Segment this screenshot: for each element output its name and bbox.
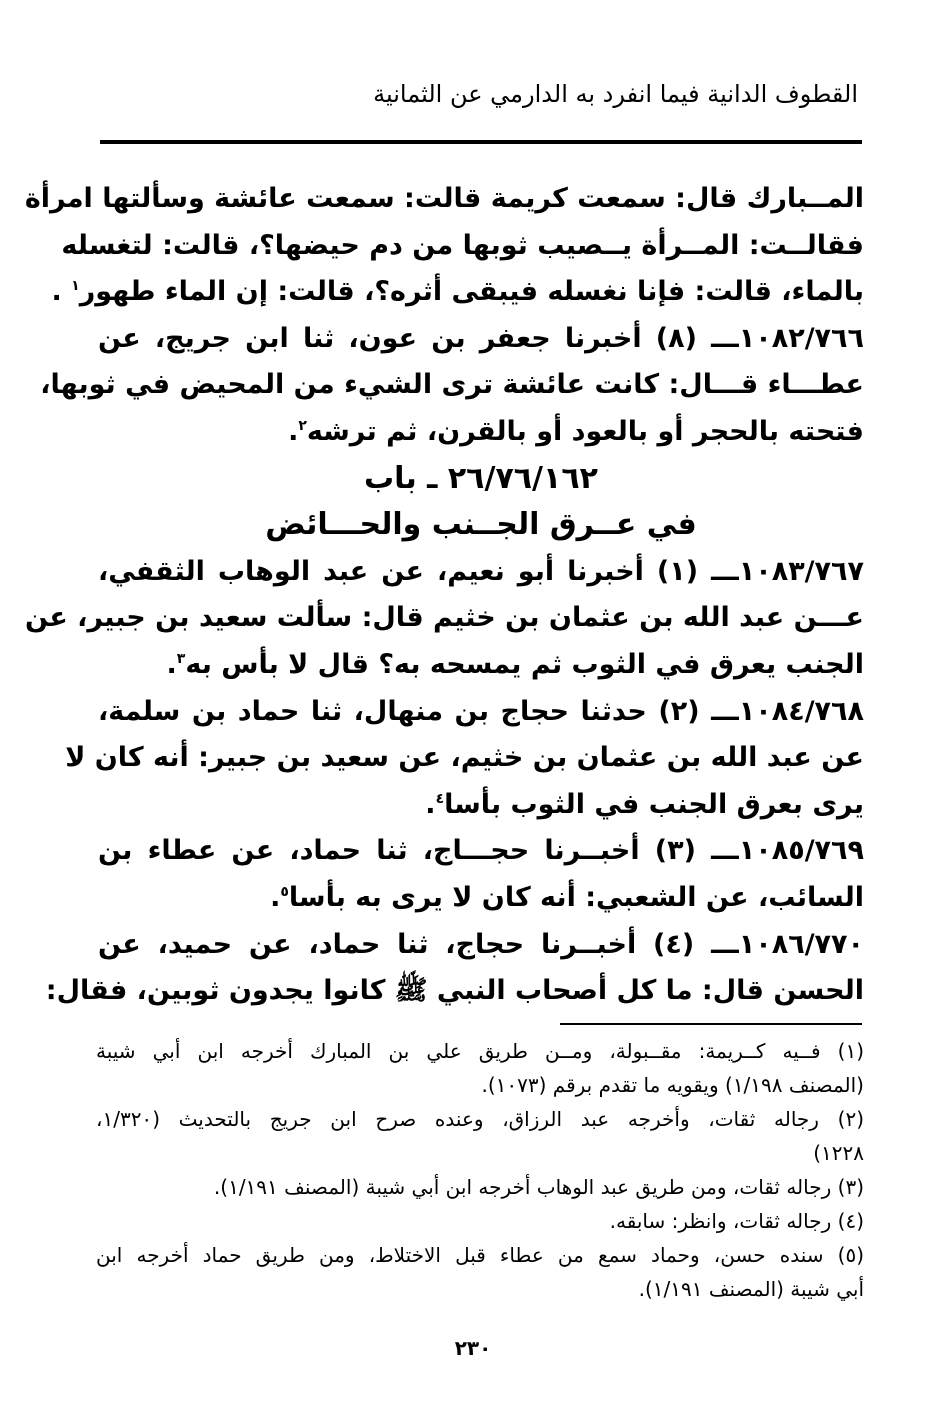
hadith-line: ١٠٨٢/٧٦٦ـــ (٨) أخبرنا جعفر بن عون، ثنا ابن جريج، عن (98, 322, 864, 354)
text-line: يرى بعرق الجنب في الثوب بأسا$^٤$. (425, 788, 864, 820)
footnote-marker: ٥ (280, 883, 289, 900)
header-rule (100, 140, 862, 144)
hadith-line: ١٠٨٣/٧٦٧ـــ (١) أخبرنا أبو نعيم، عن عبد الوهاب الثقفي، (98, 555, 864, 587)
page-number: ٢٣٠ (454, 1336, 492, 1360)
chapter-title-heading: في عــرق الجــنب والحـــائض (265, 507, 697, 543)
footnote-rule (560, 1023, 862, 1025)
footnote-marker: ٢ (298, 417, 307, 434)
text-line: السائب، عن الشعبي: أنه كان لا يرى به بأسا$^٥$. (270, 881, 864, 913)
text-line: عطـــاء قـــال: كانت عائشة ترى الشيء من المحيض في ثوبها، (40, 369, 864, 401)
footnote-line: أبي شيبة (المصنف ١/١٩١). (638, 1277, 864, 1301)
main-text (24, 176, 864, 1015)
footnote-line: (١) فــيه كــريمة: مقــبولة، ومــن طريق علي بن المبارك أخرجه ابن أبي شيبة (96, 1039, 864, 1063)
footnote-line: (٥) سنده حسن، وحماد سمع من عطاء قبل الاختلاط، ومن طريق حماد أخرجه ابن (96, 1243, 864, 1267)
text-line: بالماء، قالت: فإنا نغسله فيبقى أثره؟، قالت: إن الماء طهور$^١$ . (51, 276, 864, 308)
text-line: عـــن عبد الله بن عثمان بن خثيم قال: سألت سعيد بن جبير، عن (25, 602, 864, 634)
hadith-line: ١٠٨٦/٧٧٠ـــ (٤) أخبــرنا حجاج، ثنا حماد، عن حميد، عن (98, 928, 864, 960)
hadith-line: ١٠٨٥/٧٦٩ـــ (٣) أخبــرنا حجـــاج، ثنا حماد، عن عطاء بن (98, 835, 864, 867)
footnote-marker: ٣ (176, 650, 186, 667)
footnote-line: (٢) رجاله ثقات، وأخرجه عبد الرزاق، وعنده صرح ابن جريج بالتحديث (١/٣٢٠، (96, 1107, 864, 1131)
footnote-line: (٣) رجاله ثقات، ومن طريق عبد الوهاب أخرجه ابن أبي شيبة (المصنف ١/١٩١). (213, 1175, 864, 1199)
footnote-line: (٤) رجاله ثقات، وانظر: سابقه. (609, 1209, 864, 1233)
footnotes (96, 1034, 864, 1306)
footnote-line: ١٢٢٨) (813, 1141, 864, 1165)
text-line: الجنب يعرق في الثوب ثم يمسحه به؟ قال لا بأس به$^٣$. (166, 648, 864, 680)
text-line: فقالــت: المــرأة يــصيب ثوبها من دم حيضها؟، قالت: لتغسله (61, 229, 864, 261)
hadith-line: ١٠٨٤/٧٦٨ـــ (٢) حدثنا حجاج بن منهال، ثنا حماد بن سلمة، (98, 695, 864, 727)
text-line: المــبارك قال: سمعت كريمة قالت: سمعت عائشة وسألتها امرأة (24, 183, 864, 214)
footnote-marker: ٤ (435, 790, 445, 807)
footnote-marker: ١ (71, 278, 80, 295)
text-line: الحسن قال: ما كل أصحاب النبي ﷺ كانوا يجدون ثوبين، فقال: (45, 975, 864, 1007)
footnote-line: (المصنف ١/١٩٨) ويقويه ما تقدم برقم (١٠٧٣). (481, 1073, 864, 1097)
chapter-number-heading: ٢٦/٧٦/١٦٢ ـ باب (364, 460, 598, 496)
text-line: عن عبد الله بن عثمان بن خثيم، عن سعيد بن جبير: أنه كان لا (65, 742, 864, 774)
text-line: فتحته بالحجر أو بالعود أو بالقرن، ثم ترشه$^٢$. (288, 415, 864, 447)
running-header-title: القطوف الدانية فيما انفرد به الدارمي عن الثمانية (373, 80, 858, 108)
